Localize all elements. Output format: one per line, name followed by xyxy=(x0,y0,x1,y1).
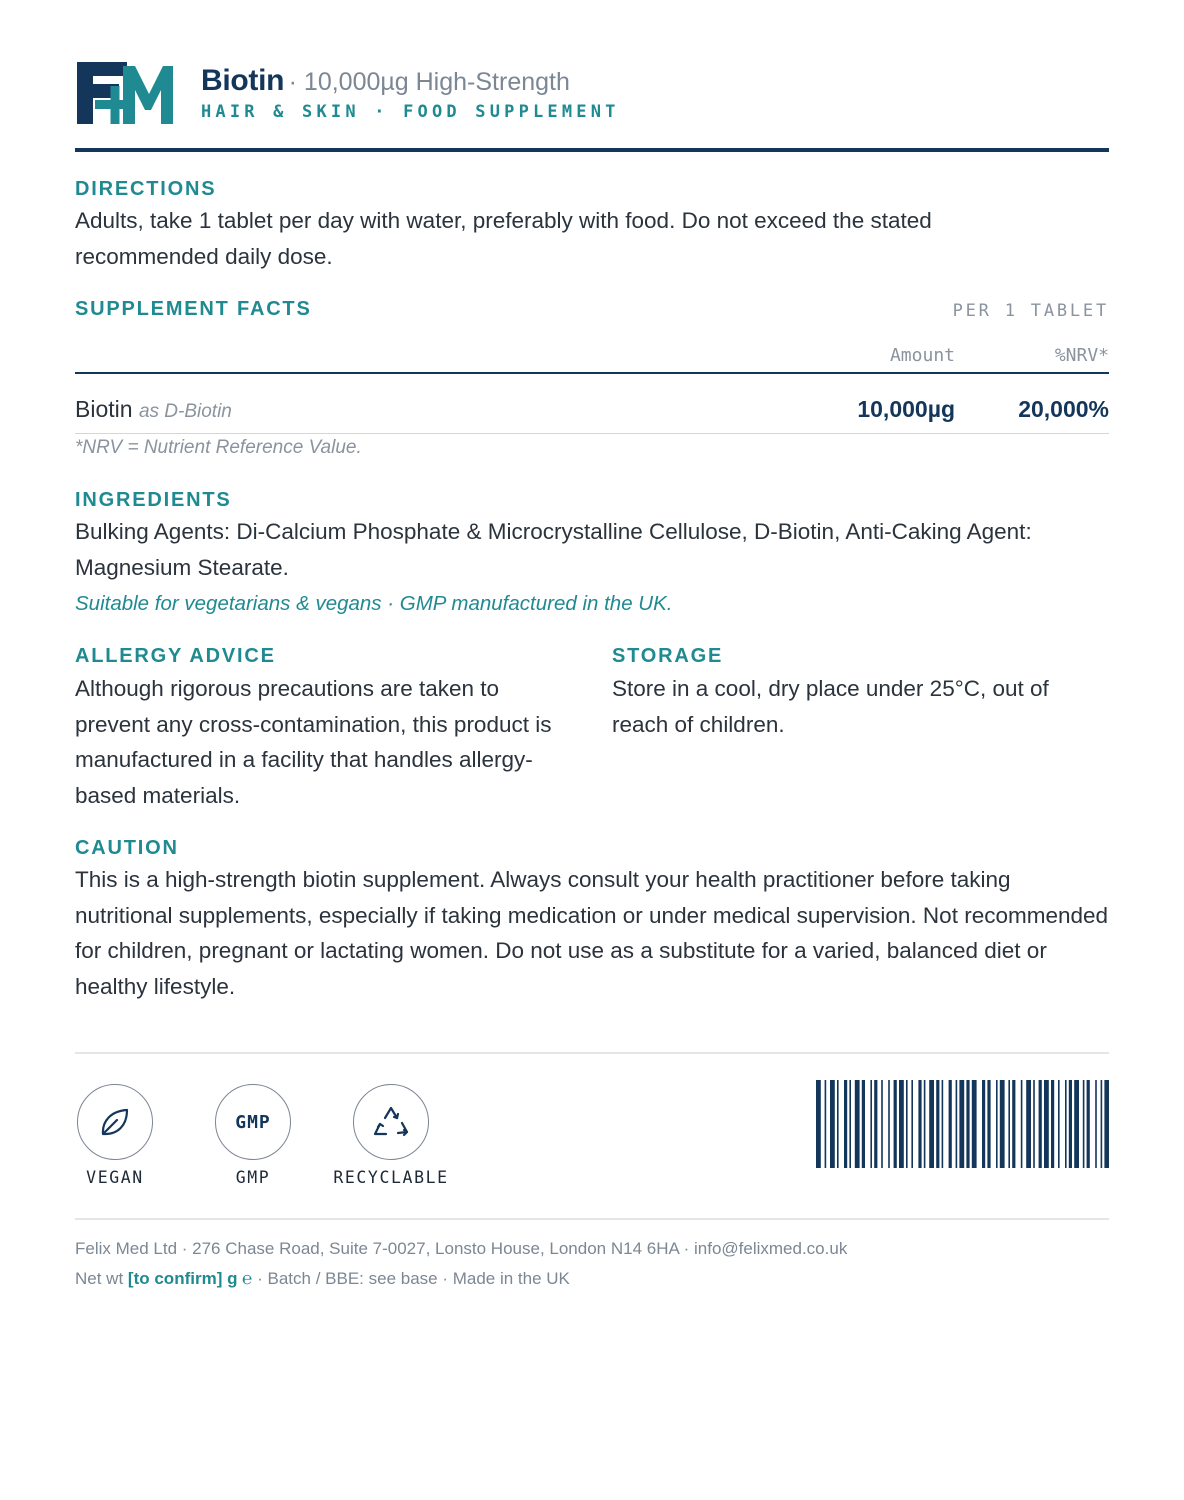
barcode-bar xyxy=(966,1080,969,1168)
amount-column-header: Amount xyxy=(889,345,955,366)
barcode-bar xyxy=(942,1080,944,1168)
barcode-bar xyxy=(1039,1080,1042,1168)
recyclable-badge-circle xyxy=(353,1084,429,1160)
barcode-bar xyxy=(849,1080,851,1168)
gmp-badge-circle xyxy=(215,1084,291,1160)
leaf-icon xyxy=(98,1105,132,1139)
barcode-bar xyxy=(881,1080,883,1168)
table-row-nutrient xyxy=(75,396,232,423)
caution-heading: CAUTION xyxy=(75,837,179,859)
allergy-heading: ALLERGY ADVICE xyxy=(75,645,276,667)
vegan-badge-label: VEGAN xyxy=(86,1168,144,1187)
directions-heading: DIRECTIONS xyxy=(75,178,217,200)
barcode-bar xyxy=(1051,1080,1054,1168)
gmp-badge-label: GMP xyxy=(235,1168,271,1187)
suitability-note: Suitable for vegetarians & vegans · GMP manufactured in the UK. xyxy=(75,592,673,615)
barcode-bar xyxy=(1083,1080,1085,1168)
header-rule xyxy=(75,148,1109,152)
directions-text: Adults, take 1 tablet per day with water, preferably with food. Do not exceed the stated recommended daily dose. xyxy=(75,208,932,269)
barcode-bar xyxy=(929,1080,934,1168)
brand-logo xyxy=(75,60,175,126)
supplement-facts-heading: SUPPLEMENT FACTS xyxy=(75,298,312,320)
barcode-bar xyxy=(894,1080,897,1168)
nutrient-form: as D-Biotin xyxy=(138,401,232,422)
barcode-bar xyxy=(956,1080,958,1168)
barcode-bar xyxy=(1069,1080,1072,1168)
barcode-bar xyxy=(972,1080,977,1168)
section-divider xyxy=(75,1052,1109,1054)
caution-text: This is a high-strength biotin supplement. Always consult your health practitioner before taking nutritional supplements, especially if taking medication or under medical supervision. Not recommended for children, pregnant or lactating women. Do not use as a substitute for a varied, balanced diet or healthy lifestyle. xyxy=(75,867,1109,999)
barcode-bar xyxy=(949,1080,952,1168)
barcode-bar xyxy=(1074,1080,1079,1168)
barcode-bar xyxy=(1104,1080,1109,1168)
barcode-bar xyxy=(1065,1080,1067,1168)
barcode-bar xyxy=(959,1080,964,1168)
barcode-bar xyxy=(870,1080,872,1168)
facts-table-rule xyxy=(75,372,1109,374)
gmp-icon-text: GMP xyxy=(235,1111,271,1133)
barcode-bar xyxy=(1012,1080,1015,1168)
barcode-bar xyxy=(918,1080,921,1168)
recyclable-badge xyxy=(321,1084,461,1187)
product-name: Biotin xyxy=(201,64,285,97)
facts-row-rule xyxy=(75,433,1109,434)
company-address: Felix Med Ltd · 276 Chase Road, Suite 7-0027, Lonsto House, London N14 6HA · info@felixmed.co.uk xyxy=(75,1239,848,1258)
vegan-badge xyxy=(45,1084,185,1187)
nrv-footnote: *NRV = Nutrient Reference Value. xyxy=(75,437,362,458)
barcode-bar xyxy=(1026,1080,1031,1168)
barcode-bar xyxy=(830,1080,835,1168)
product-title xyxy=(201,64,570,98)
nrv-column-header: %NRV* xyxy=(1054,345,1109,366)
per-serving-label: PER 1 TABLET xyxy=(952,301,1109,321)
storage-text: Store in a cool, dry place under 25°C, out of reach of children. xyxy=(612,676,1049,737)
ingredients-text: Bulking Agents: Di-Calcium Phosphate & Microcrystalline Cellulose, D-Biotin, Anti-Caking Agent: Magnesium Stearate. xyxy=(75,519,1032,580)
barcode-bar xyxy=(996,1080,998,1168)
barcode-bar xyxy=(825,1080,827,1168)
barcode-bar xyxy=(1095,1080,1097,1168)
batch-info: · Batch / BBE: see base · Made in the UK xyxy=(257,1269,570,1288)
barcode-bar xyxy=(855,1080,860,1168)
barcode-bar xyxy=(1008,1080,1010,1168)
barcode-bar xyxy=(1021,1080,1023,1168)
footer-divider xyxy=(75,1218,1109,1220)
barcode-bar xyxy=(911,1080,913,1168)
barcode-bar xyxy=(987,1080,990,1168)
recyclable-badge-label: RECYCLABLE xyxy=(333,1168,449,1187)
ingredients-heading: INGREDIENTS xyxy=(75,489,232,511)
barcode-bar xyxy=(1033,1080,1035,1168)
product-strength: · 10,000µg High-Strength xyxy=(288,68,570,96)
net-weight-line xyxy=(75,1269,570,1289)
nutrient-amount: 10,000µg xyxy=(857,396,955,422)
net-weight-label: Net wt xyxy=(75,1269,124,1288)
barcode-bar xyxy=(816,1080,821,1168)
barcode-bar xyxy=(862,1080,865,1168)
barcode-bar xyxy=(837,1080,839,1168)
barcode-bar xyxy=(899,1080,904,1168)
barcode-bar xyxy=(1087,1080,1090,1168)
barcode-bar xyxy=(888,1080,890,1168)
barcode-bar xyxy=(1101,1080,1103,1168)
net-weight-value: [to confirm] g ℮ xyxy=(127,1269,253,1288)
gmp-badge xyxy=(183,1084,323,1187)
barcode xyxy=(816,1080,1109,1170)
barcode-bar xyxy=(1044,1080,1049,1168)
barcode-bar xyxy=(936,1080,939,1168)
label-header xyxy=(75,58,1109,128)
barcode-bar xyxy=(906,1080,908,1168)
barcode-bar xyxy=(874,1080,877,1168)
vegan-badge-circle xyxy=(77,1084,153,1160)
nutrient-name: Biotin xyxy=(75,396,133,422)
barcode-bar xyxy=(1058,1080,1060,1168)
barcode-bar xyxy=(1000,1080,1005,1168)
barcode-bar xyxy=(844,1080,847,1168)
recycle-icon xyxy=(371,1102,411,1142)
allergy-text: Although rigorous precautions are taken to prevent any cross-contamination, this product is manufactured in a facility that handles allergy-based materials. xyxy=(75,676,552,808)
storage-heading: STORAGE xyxy=(612,645,724,667)
barcode-bar xyxy=(924,1080,926,1168)
barcode-bar xyxy=(982,1080,985,1168)
nutrient-nrv: 20,000% xyxy=(1018,396,1109,422)
product-tagline: HAIR & SKIN · FOOD SUPPLEMENT xyxy=(201,102,620,122)
